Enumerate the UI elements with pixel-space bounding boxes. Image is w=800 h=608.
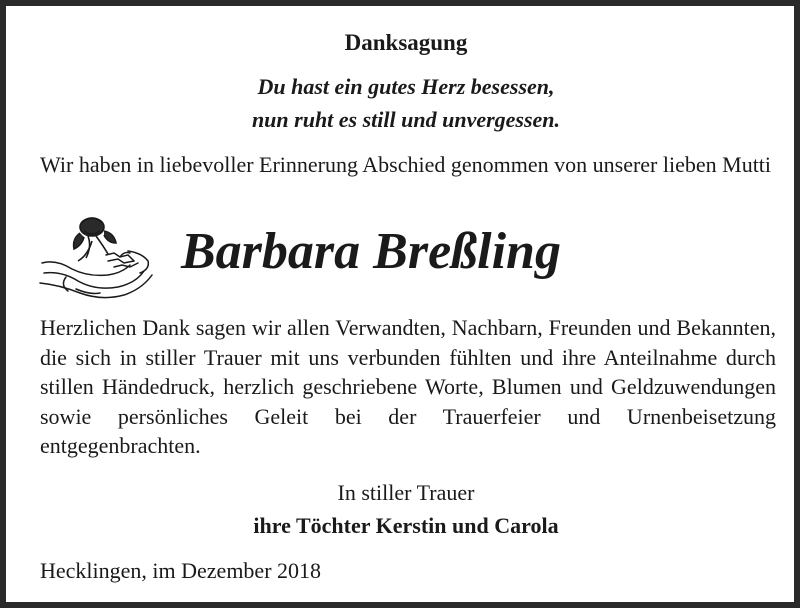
thanks-paragraph: Herzlichen Dank sagen wir allen Verwandten, Nachbarn, Freunden und Bekannten, die sich in stiller Trauer mit uns verbunden fühlten und ihre Anteilnahme durch stillen Händedruck, herzlich geschriebene Worte, Blumen und Geldzuwendungen sowie persönliches Geleit bei der Trauerfeier und Urnenbeisetzung entgegenbrachten. bbox=[40, 315, 776, 458]
verse-line-1: Du hast ein gutes Herz besessen, bbox=[257, 74, 555, 99]
deceased-name: Barbara Breßling bbox=[181, 223, 561, 280]
signatories: ihre Töchter Kerstin und Carola bbox=[253, 513, 559, 538]
verse-line-2: nun ruht es still und unvergessen. bbox=[251, 107, 561, 132]
intro-text: Wir haben in liebevoller Erinnerung Abschied genommen von unserer lieben Mutti bbox=[40, 152, 772, 177]
place-date: Hecklingen, im Dezember 2018 bbox=[40, 558, 322, 583]
closing-line: In stiller Trauer bbox=[337, 480, 475, 505]
hands-holding-rose-icon bbox=[36, 211, 158, 307]
notice-heading: Danksagung bbox=[344, 30, 468, 55]
